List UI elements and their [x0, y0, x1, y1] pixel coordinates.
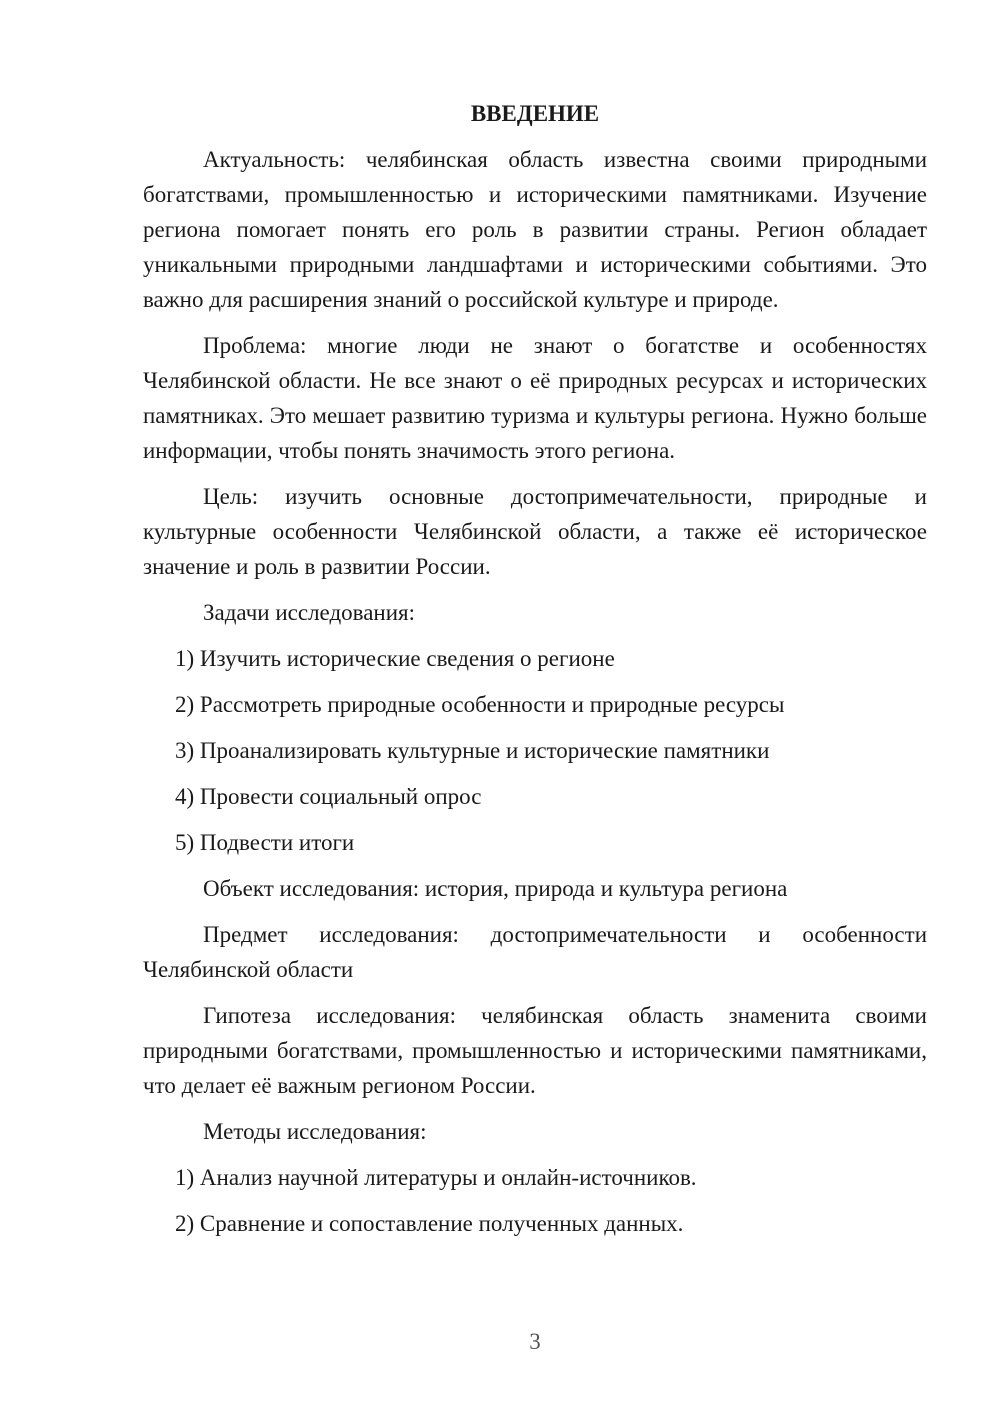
task-item-4: 4) Провести социальный опрос — [175, 784, 482, 809]
section-title: ВВЕДЕНИЕ — [470, 101, 600, 126]
task-item-1: 1) Изучить исторические сведения о регионе — [175, 646, 615, 671]
method-item-1: 1) Анализ научной литературы и онлайн-источников. — [175, 1165, 697, 1190]
research-hypothesis: Гипотеза исследования: челябинская область знаменита своими природными богатствами, промышленностью и историческими памятниками, что делает её важным регионом России. — [143, 1003, 927, 1098]
goal-paragraph: Цель: изучить основные достопримечательности, природные и культурные особенности Челябинской области, а также её историческое значение и роль в развитии России. — [143, 484, 927, 579]
research-subject: Предмет исследования: достопримечательности и особенности Челябинской области — [143, 922, 927, 982]
document-page — [143, 96, 927, 1252]
relevance-paragraph: Актуальность: челябинская область известна своими природными богатствами, промышленностью и историческими памятниками. Изучение региона помогает понять его роль в развитии страны. Регион обладает уникальными природными ландшафтами и историческими событиями. Это важно для расширения знаний о российской культуре и природе. — [143, 147, 927, 312]
research-object: Объект исследования: история, природа и культура региона — [203, 876, 788, 901]
page-number: 3 — [529, 1329, 541, 1354]
method-item-2: 2) Сравнение и сопоставление полученных данных. — [175, 1211, 684, 1236]
task-item-3: 3) Проанализировать культурные и исторические памятники — [175, 738, 770, 763]
task-item-2: 2) Рассмотреть природные особенности и природные ресурсы — [175, 692, 785, 717]
task-item-5: 5) Подвести итоги — [175, 830, 355, 855]
problem-paragraph: Проблема: многие люди не знают о богатстве и особенностях Челябинской области. Не все знают о её природных ресурсах и исторических памятниках. Это мешает развитию туризма и культуры региона. Нужно больше информации, чтобы понять значимость этого региона. — [143, 333, 927, 463]
methods-heading: Методы исследования: — [203, 1119, 427, 1144]
tasks-heading: Задачи исследования: — [203, 600, 416, 625]
